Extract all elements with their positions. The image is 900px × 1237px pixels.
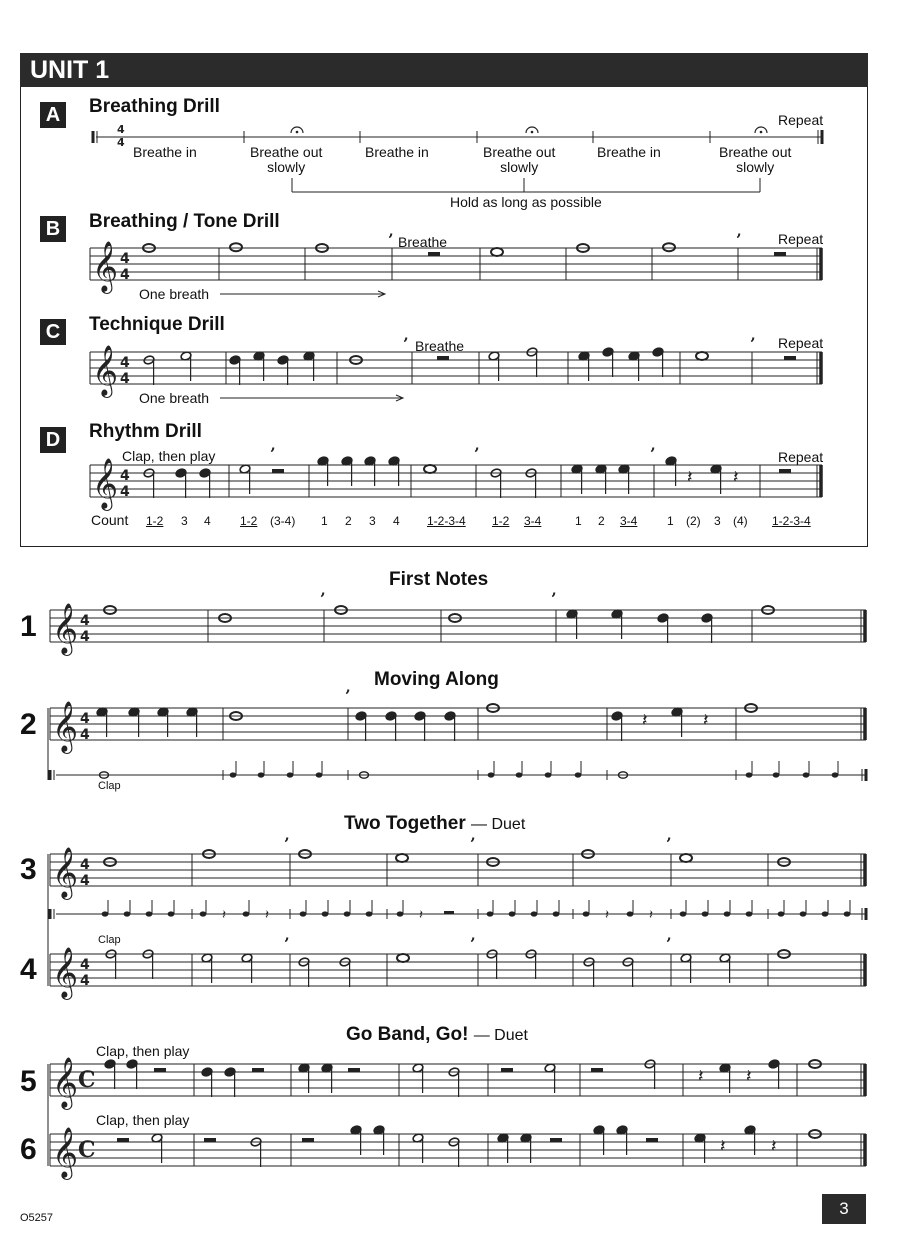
- quarter-note: [844, 911, 851, 916]
- half-rest: [591, 1068, 603, 1072]
- quarter-rest: 𝄽: [733, 467, 739, 488]
- whole-note: [491, 248, 503, 256]
- quarter-note: [746, 772, 753, 777]
- quarter-note: [778, 911, 785, 916]
- breath-mark: ’: [284, 834, 290, 853]
- quarter-note: [488, 772, 495, 777]
- common-time-icon: C: [78, 1067, 96, 1093]
- breath-mark: ’: [320, 589, 326, 608]
- song-5-title: Go Band, Go! — Duet: [346, 1024, 528, 1045]
- page-number: 3: [822, 1194, 866, 1224]
- quarter-note: [344, 911, 351, 916]
- breath-mark: ’: [551, 589, 557, 608]
- treble-clef-icon: 𝄞: [52, 947, 79, 998]
- treble-clef-icon: 𝄞: [52, 1127, 79, 1178]
- time-signature: 4: [80, 727, 90, 743]
- drill-c-letter: C: [40, 319, 66, 345]
- drill-b-letter: B: [40, 216, 66, 242]
- drill-b-title: Breathing / Tone Drill: [89, 211, 280, 232]
- quarter-note: [322, 911, 329, 916]
- half-rest: [774, 252, 786, 256]
- half-rest: [204, 1138, 216, 1142]
- song-3-number: 3: [20, 853, 37, 886]
- quarter-note: [487, 911, 494, 916]
- time-signature: 4: [120, 468, 130, 484]
- breath-mark: ’: [403, 334, 409, 353]
- quarter-rest: 𝄽: [703, 710, 709, 731]
- time-signature: 4: [120, 371, 130, 387]
- quarter-note: [531, 911, 538, 916]
- half-rest: [428, 252, 440, 256]
- time-signature: 4: [80, 873, 90, 889]
- drill-d-count: 3: [714, 514, 721, 528]
- unit-header: UNIT 1: [20, 53, 868, 87]
- quarter-note: [316, 772, 323, 777]
- drill-a-hold: Hold as long as possible: [450, 194, 602, 210]
- drill-b-breathe: Breathe: [398, 234, 448, 250]
- drill-d-count: 1-2: [240, 514, 258, 528]
- breath-mark: ’: [666, 934, 672, 953]
- quarter-note: [545, 772, 552, 777]
- whole-note: [424, 465, 436, 473]
- quarter-note: [200, 911, 207, 916]
- drill-a-label: Breathe out slowly: [483, 144, 556, 175]
- time-signature: 4: [80, 973, 90, 989]
- quarter-note: [230, 772, 237, 777]
- song-6-clap: Clap, then play: [96, 1112, 190, 1128]
- quarter-note: [124, 911, 131, 916]
- breath-mark: ’: [474, 444, 480, 463]
- quarter-rest: 𝄽: [419, 908, 423, 923]
- quarter-note: [516, 772, 523, 777]
- song-5-subtitle: — Duet: [473, 1027, 528, 1044]
- whole-note: [230, 243, 242, 251]
- quarter-note: [258, 772, 265, 777]
- half-rest: [117, 1138, 129, 1142]
- quarter-note: [773, 772, 780, 777]
- breath-mark: ’: [666, 834, 672, 853]
- drill-d-count: 2: [345, 514, 352, 528]
- quarter-rest: 𝄽: [649, 908, 653, 923]
- song-1-title: First Notes: [389, 569, 489, 590]
- breath-mark: ’: [284, 934, 290, 953]
- drill-a-repeat: Repeat: [778, 112, 824, 128]
- whole-note: [663, 243, 675, 251]
- drill-d-count: 2: [598, 514, 605, 528]
- quarter-note: [832, 772, 839, 777]
- breath-mark: ’: [470, 934, 476, 953]
- drill-a-title: Breathing Drill: [89, 96, 220, 117]
- whole-note: [680, 854, 692, 862]
- quarter-note: [300, 911, 307, 916]
- song-2-clap: Clap: [98, 780, 121, 792]
- quarter-rest: 𝄽: [687, 467, 693, 488]
- breath-mark: ’: [388, 230, 394, 249]
- half-rest: [646, 1138, 658, 1142]
- drill-d-count: 3: [369, 514, 376, 528]
- quarter-note: [724, 911, 731, 916]
- fermata-dot: [296, 131, 299, 134]
- drill-d-count: 1: [667, 514, 674, 528]
- quarter-note: [803, 772, 810, 777]
- drill-a-label: Breathe in: [597, 144, 661, 160]
- quarter-note: [509, 911, 516, 916]
- common-time-icon: C: [78, 1137, 96, 1163]
- half-rest: [302, 1138, 314, 1142]
- drill-b-one-breath: One breath: [139, 286, 210, 302]
- song-5-number: 5: [20, 1065, 37, 1098]
- half-rest: [779, 469, 791, 473]
- treble-clef-icon: 𝄞: [92, 345, 119, 396]
- breath-mark: ’: [470, 834, 476, 853]
- treble-clef-icon: 𝄞: [92, 241, 119, 292]
- quarter-note: [583, 911, 590, 916]
- half-rest: [272, 469, 284, 473]
- drill-d-count: 3-4: [524, 514, 542, 528]
- quarter-rest: 𝄽: [746, 1066, 752, 1087]
- whole-note: [696, 352, 708, 360]
- fermata-dot: [760, 131, 763, 134]
- drill-d-count: 1-2-3-4: [427, 514, 466, 528]
- drill-d-count: 1: [321, 514, 328, 528]
- quarter-rest: 𝄽: [605, 908, 609, 923]
- half-rest: [154, 1068, 166, 1072]
- drill-a-letter: A: [40, 102, 66, 128]
- quarter-rest: 𝄽: [265, 908, 269, 923]
- quarter-note: [800, 911, 807, 916]
- time-signature: 4: [120, 484, 130, 500]
- whole-note: [396, 854, 408, 862]
- quarter-note: [680, 911, 687, 916]
- time-signature: 4: [120, 251, 130, 267]
- time-signature: 4: [80, 957, 90, 973]
- quarter-rest: 𝄽: [771, 1136, 777, 1157]
- quarter-note: [287, 772, 294, 777]
- drill-a-label: Breathe in: [365, 144, 429, 160]
- drill-d-count: 1-2-3-4: [772, 514, 811, 528]
- song-3-title: Two Together — Duet: [344, 813, 526, 834]
- drill-c-breathe: Breathe: [415, 338, 465, 354]
- quarter-rest: 𝄽: [642, 710, 648, 731]
- drill-d-count-label: Count: [91, 512, 129, 528]
- drill-d-count: (2): [686, 514, 701, 528]
- quarter-rest: 𝄽: [222, 908, 226, 923]
- drill-d-count: 1-2: [492, 514, 510, 528]
- drill-d-count: 4: [393, 514, 400, 528]
- quarter-rest: 𝄽: [698, 1066, 704, 1087]
- treble-clef-icon: 𝄞: [52, 701, 79, 752]
- half-rest: [252, 1068, 264, 1072]
- drill-d-clap: Clap, then play: [122, 448, 216, 464]
- quarter-note: [168, 911, 175, 916]
- song-1-number: 1: [20, 610, 37, 643]
- time-signature: 4: [80, 629, 90, 645]
- drill-d-title: Rhythm Drill: [89, 421, 202, 442]
- drill-d-count: 1-2: [146, 514, 164, 528]
- quarter-note: [397, 911, 404, 916]
- time-signature: 4: [120, 267, 130, 283]
- treble-clef-icon: 𝄞: [52, 1057, 79, 1108]
- quarter-note: [366, 911, 373, 916]
- drill-b-repeat: Repeat: [778, 231, 824, 247]
- half-rest: [348, 1068, 360, 1072]
- quarter-note: [575, 772, 582, 777]
- quarter-note: [627, 911, 634, 916]
- treble-clef-icon: 𝄞: [92, 458, 119, 509]
- breath-mark: ’: [345, 686, 351, 705]
- quarter-note: [822, 911, 829, 916]
- quarter-note: [746, 911, 753, 916]
- fermata-dot: [531, 131, 534, 134]
- drill-a-label: Breathe out slowly: [719, 144, 792, 175]
- drill-c-one-breath: One breath: [139, 390, 210, 406]
- quarter-note: [102, 911, 109, 916]
- drill-d-count: 3-4: [620, 514, 638, 528]
- half-rest: [444, 911, 454, 914]
- drill-d-count: 4: [204, 514, 211, 528]
- drill-d-count: 3: [181, 514, 188, 528]
- song-6-number: 6: [20, 1133, 37, 1166]
- drill-d-letter: D: [40, 427, 66, 453]
- footer-code: O5257: [20, 1212, 54, 1224]
- half-rest: [437, 356, 449, 360]
- quarter-note: [702, 911, 709, 916]
- treble-clef-icon: 𝄞: [52, 603, 79, 654]
- song-3-clap: Clap: [98, 934, 121, 946]
- song-2-number: 2: [20, 708, 37, 741]
- drill-c-repeat: Repeat: [778, 335, 824, 351]
- quarter-note: [146, 911, 153, 916]
- breath-mark: ’: [750, 334, 756, 353]
- drill-d-count: (4): [733, 514, 748, 528]
- time-signature: 4: [80, 857, 90, 873]
- drill-d-count: (3-4): [270, 514, 296, 528]
- half-rest: [501, 1068, 513, 1072]
- drill-d-repeat: Repeat: [778, 449, 824, 465]
- breath-mark: ’: [270, 444, 276, 463]
- breath-mark: ’: [650, 444, 656, 463]
- breath-mark: ’: [736, 230, 742, 249]
- song-4-number: 4: [20, 953, 37, 986]
- time-signature: 4: [117, 123, 125, 136]
- half-rest: [784, 356, 796, 360]
- whole-note: [397, 954, 409, 962]
- song-5-clap: Clap, then play: [96, 1043, 190, 1059]
- drill-c-title: Technique Drill: [89, 314, 225, 335]
- half-rest: [550, 1138, 562, 1142]
- treble-clef-icon: 𝄞: [52, 847, 79, 898]
- drill-a-label: Breathe in: [133, 144, 197, 160]
- time-signature: 4: [80, 711, 90, 727]
- song-3-subtitle: — Duet: [471, 816, 526, 833]
- time-signature: 4: [117, 136, 125, 149]
- drill-a-label: Breathe out slowly: [250, 144, 323, 175]
- quarter-rest: 𝄽: [720, 1136, 726, 1157]
- drill-d-count: 1: [575, 514, 582, 528]
- song-2-title: Moving Along: [374, 669, 499, 690]
- quarter-note: [553, 911, 560, 916]
- quarter-note: [243, 911, 250, 916]
- time-signature: 4: [80, 613, 90, 629]
- time-signature: 4: [120, 355, 130, 371]
